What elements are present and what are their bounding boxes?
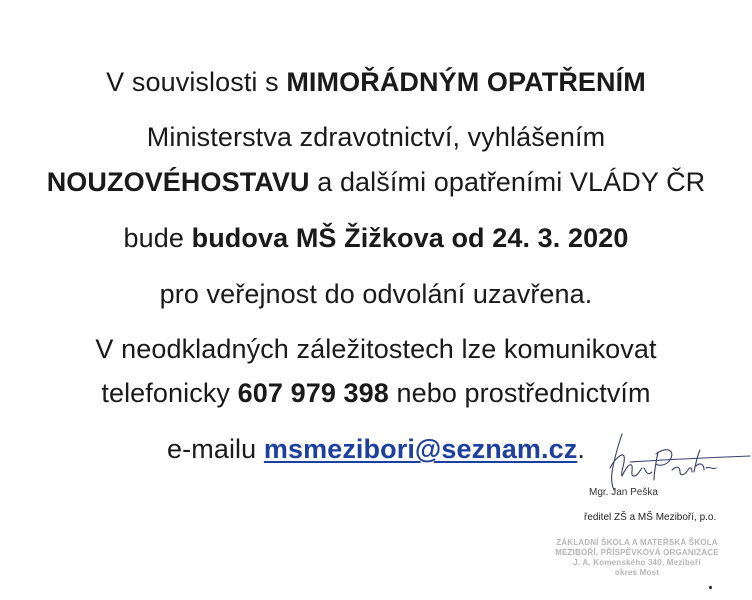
notice-line-7 bbox=[0, 377, 752, 409]
line4-prefix: bude bbox=[123, 223, 192, 253]
email-link[interactable]: msmezibori@seznam.cz bbox=[263, 434, 578, 464]
line4-bold: budova MŠ Žižkova od 24. 3. 2020 bbox=[191, 223, 629, 253]
line8-prefix: e-mailu bbox=[167, 434, 264, 464]
line6-text: V neodkladných záležitostech lze komunikovat bbox=[95, 334, 657, 364]
signatory-role: ředitel ZŠ a MŠ Meziboří, p.o. bbox=[584, 512, 717, 523]
phone-number: 607 979 398 bbox=[237, 378, 389, 408]
notice-line-4 bbox=[0, 222, 752, 254]
stamp-line-1: ZÁKLADNÍ ŠKOLA A MATEŘSKÁ ŠKOLA bbox=[556, 538, 718, 547]
handwritten-signature bbox=[600, 432, 752, 494]
stamp-line-3: J. A. Komenského 340, Meziboří bbox=[573, 558, 701, 567]
school-stamp bbox=[552, 538, 722, 578]
line5-text: pro veřejnost do odvolání uzavřena. bbox=[159, 279, 593, 309]
line2-text: Ministerstva zdravotnictví, vyhlášením bbox=[146, 122, 606, 152]
stamp-line-4: okres Most bbox=[614, 568, 660, 577]
notice-line-5 bbox=[0, 278, 752, 310]
line7-prefix: telefonicky bbox=[101, 378, 238, 408]
line3-bold: NOUZOVÉHOSTAVU bbox=[46, 167, 310, 197]
line1-bold: MIMOŘÁDNÝM OPATŘENÍM bbox=[286, 67, 646, 97]
signatory-name: Mgr. Jan Peška bbox=[589, 487, 658, 498]
line7-suffix: nebo prostřednictvím bbox=[388, 378, 651, 408]
stamp-line-2: MEZIBOŘÍ, PŘÍSPĚVKOVÁ ORGANIZACE bbox=[555, 548, 719, 557]
notice-line-1 bbox=[0, 66, 752, 98]
line1-prefix: V souvislosti s bbox=[106, 67, 287, 97]
line8-suffix: . bbox=[577, 434, 585, 464]
line3-suffix: a dalšími opatřeními VLÁDY ČR bbox=[309, 167, 706, 197]
notice-line-2 bbox=[0, 121, 752, 153]
ink-dot bbox=[709, 586, 712, 589]
notice-line-3 bbox=[0, 166, 752, 198]
notice-line-6 bbox=[0, 333, 752, 365]
